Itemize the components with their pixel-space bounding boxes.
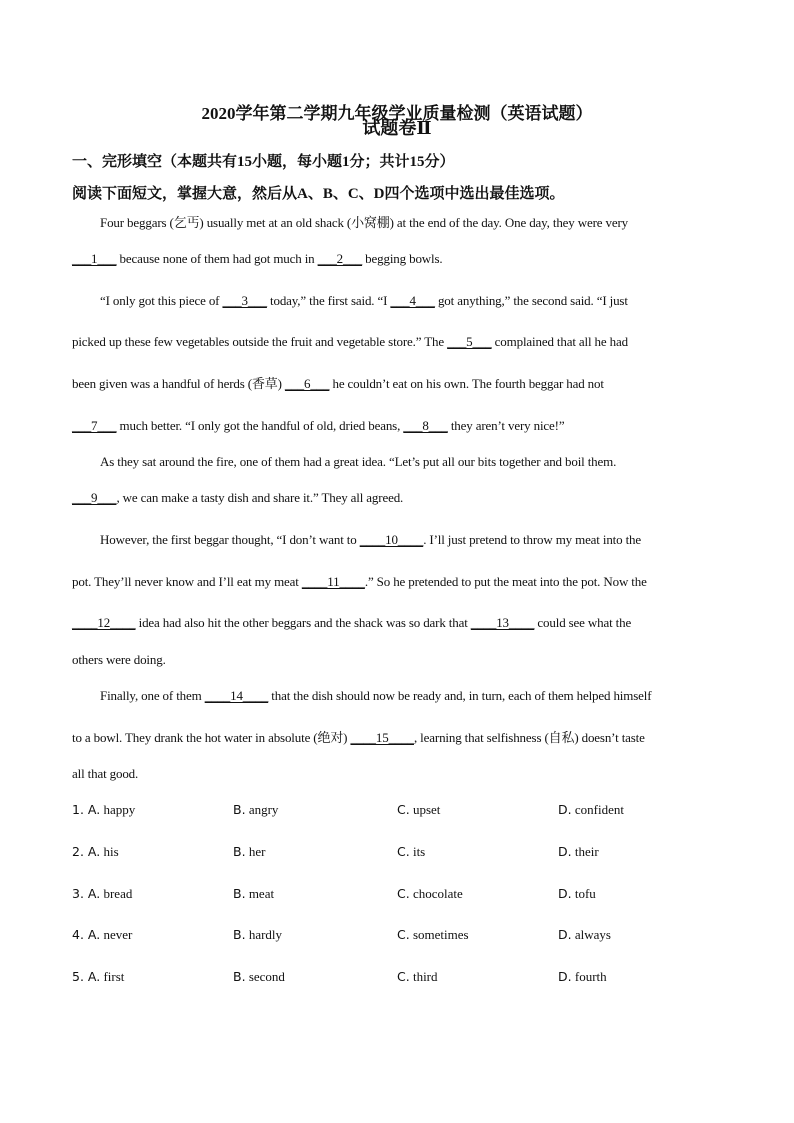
section-heading: 一、完形填空（本题共有15小题，每小题1分；共计15分） [72,154,455,170]
passage-text: complained that all he had [491,334,628,349]
passage-text: idea had also hit the other beggars and the shack was so dark that [135,615,471,630]
passage-text: today,” the first said. “I [266,293,391,308]
page-subtitle: 试题卷Ⅱ [362,118,432,138]
option-b: B. hardly [233,927,283,942]
question-row [72,802,722,820]
option-b: B. meat [233,886,275,901]
passage-text: that the dish should now be ready and, in turn, each of them helped himself [268,688,652,703]
passage-line [100,293,750,309]
passage-line [72,730,722,746]
blank-5: ___5___ [447,334,492,349]
passage-line [72,334,722,350]
passage-text: all that good. [72,766,139,781]
passage-line [100,688,750,704]
passage-line [100,215,750,231]
question-row [72,927,722,945]
passage-text: been given was a handful of herds (香草) [72,376,285,391]
passage-text: .” So he pretended to put the meat into the pot. Now the [364,574,647,589]
passage-text: “I only got this piece of [100,293,223,308]
passage-text: he couldn’t eat on his own. The fourth beggar had not [329,376,604,391]
page-title: 2020学年第二学期九年级学业质量检测（英语试题） [201,104,593,123]
blank-12: ____12____ [72,615,136,630]
option-c: C. sometimes [397,927,469,942]
passage-text: As they sat around the fire, one of them had a great idea. “Let’s put all our bits together and boil them. [100,454,617,469]
option-b: B. her [233,844,266,859]
blank-13: ____13____ [470,615,535,630]
passage-line [72,766,722,782]
option-d: D. tofu [558,886,596,901]
passage-line [72,490,722,506]
passage-text: Finally, one of them [100,688,205,703]
option-b: B. angry [233,802,279,817]
question-row [72,969,722,987]
passage-line [72,574,722,590]
blank-15: ____15____ [350,730,414,745]
blank-14: ____14____ [204,688,269,703]
passage-text: because none of them had got much in [116,251,318,266]
question-row [72,886,722,904]
option-d: D. always [558,927,611,942]
passage-line [72,615,722,631]
option-c: C. chocolate [397,886,463,901]
passage-line [100,454,750,470]
option-b: B. second [233,969,285,984]
blank-3: ___3___ [222,293,267,308]
blank-2: ___2___ [317,251,363,266]
passage-text: , we can make a tasty dish and share it.” They all agreed. [116,490,404,505]
blank-9: ___9___ [72,490,117,505]
option-c: C. upset [397,802,441,817]
passage-text: . I’ll just pretend to throw my meat into the [423,532,642,547]
blank-1: ___1___ [72,251,117,266]
option-d: D. confident [558,802,624,817]
option-d: D. fourth [558,969,607,984]
option-a: 2. A. his [72,844,119,859]
option-a: 3. A. bread [72,886,133,901]
option-a: 5. A. first [72,969,125,984]
passage-text: However, the first beggar thought, “I don’t want to [100,532,360,547]
option-d: D. their [558,844,599,859]
passage-line [72,376,722,392]
option-a: 1. A. happy [72,802,136,817]
passage-text: picked up these few vegetables outside the fruit and vegetable store.” The [72,334,448,349]
passage-text: to a bowl. They drank the hot water in absolute (绝对) [72,730,351,745]
passage-line [72,251,722,267]
blank-11: ____11____ [301,574,365,589]
question-row [72,844,722,862]
passage-text: , learning that selfishness (自私) doesn’t taste [413,730,645,745]
blank-6: ___6___ [284,376,330,391]
passage-text: they aren’t very nice!” [447,418,565,433]
passage-text: Four beggars (乞丐) usually met at an old shack (小窝棚) at the end of the day. One day, they were very [100,215,629,230]
blank-4: ___4___ [390,293,435,308]
passage-line [100,532,750,548]
option-c: C. its [397,844,426,859]
section-instruction: 阅读下面短文，掌握大意，然后从A、B、C、D四个选项中选出最佳选项。 [72,186,565,202]
passage-text: others were doing. [72,652,166,667]
passage-text: much better. “I only got the handful of old, dried beans, [116,418,404,433]
option-a: 4. A. never [72,927,133,942]
passage-text: could see what the [534,615,632,630]
passage-text: begging bowls. [362,251,443,266]
passage-text: got anything,” the second said. “I just [434,293,628,308]
blank-8: ___8___ [403,418,448,433]
blank-7: ___7___ [72,418,117,433]
passage-text: pot. They’ll never know and I’ll eat my meat [72,574,302,589]
option-c: C. third [397,969,438,984]
passage-line [72,652,722,668]
blank-10: ____10____ [359,532,424,547]
passage-line [72,418,722,434]
